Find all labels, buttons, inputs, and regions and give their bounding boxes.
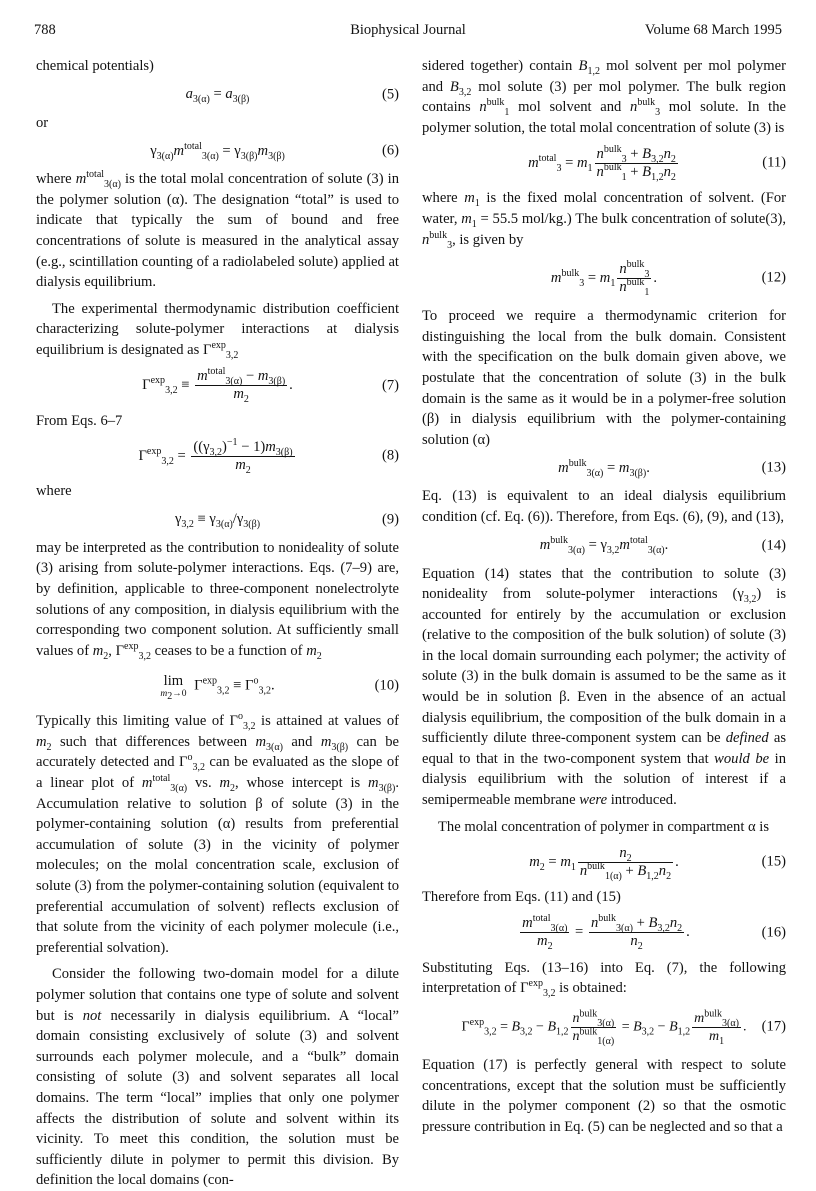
equation-15: $m_2 = m_1$ $\frac{n_2}{n^{bulk}_{1(\alpha)} + B_{1,2}n_2}$ . (15) <box>529 844 786 882</box>
paragraph: Substituting Eqs. (13–16) into Eq. (7), the following interpretation of $\Gamma^{exp}_{3,2}$ is obtained: <box>422 959 786 1000</box>
equation-5: $a_{3(\alpha)} = a_{3(\beta)}$ (5) <box>185 86 399 106</box>
equation-17: $\Gamma^{exp}_{3,2} = B_{3,2} - B_{1,2}$ $\frac{n^{bulk}_{3(\alpha)}}{n^{bulk}_{1(\alpha)}}$ = $B_{3,2} - B_{1,2}$ $\frac{m^{bulk}_{3(\alpha)}}{m_1}$ . (17) <box>461 1007 786 1047</box>
equation-10: lim $m_2\to 0$ $\Gamma^{exp}_{3,2} \equiv \Gamma^o_{3,2}$. (10) <box>160 673 399 703</box>
equation-number: (9) <box>381 511 399 528</box>
equation-13: $m^{bulk}_{3(\alpha)} = m_{3(\beta)}$. (13) <box>558 458 786 479</box>
running-header <box>34 22 782 42</box>
equation-12: $m^{bulk}_3 = m_1$ $\frac{n^{bulk}_3}{n^{bulk}_1}$ . (12) <box>550 258 786 298</box>
equation-number: (17) <box>761 1018 786 1035</box>
equation-number: (10) <box>374 677 399 694</box>
equation-number: (8) <box>381 447 399 464</box>
left-column <box>36 56 399 1191</box>
equation-16: $\frac{m^{total}_{3(\alpha)}}{m_2}$ = $\frac{n^{bulk}_{3(\alpha)} + B_{3,2}n_2}{n_2}$ . (16) <box>522 913 786 953</box>
paragraph: where $m_1$ is the fixed molal concentration of solvent. (For water, $m_1 = 55.5$ mol/kg.) The bulk concentration of solute(3), $n^{bulk}_3$, is given by <box>422 190 786 251</box>
paragraph: or <box>36 114 49 131</box>
equation-number: (14) <box>761 537 786 554</box>
equation-7: $\Gamma^{exp}_{3,2}$ ≡ $\frac{m^{total}_{3(\alpha)} - m_{3(\beta)}}{m_2}$ . (7) <box>142 366 399 405</box>
paragraph: Equation (14) states that the contribution to solute (3) nonideality from solute-polymer interactions $(\gamma_{3,2})$ is accounted for entirely by the accumulation or exclusion (relative to the composition of the bulk solution) of solute (3) in the local domain surrounding each polymer; the activity of solute (3) in the bulk domain is assumed to be the same as it would be in solution β. Even in the absence of an actual dialysis equilibrium, the composition of the bulk domain in a sufficiently dilute three-component system can be defined as equal to that in the two-component system that would be in dialysis equilibrium with the solution of interest if a semipermeable membrane were introduced. <box>422 565 787 809</box>
page-number: 788 <box>34 22 56 38</box>
paragraph: Therefore from Eqs. (11) and (15) <box>422 889 621 906</box>
paragraph: Typically this limiting value of $\Gamma^o_{3,2}$ is attained at values of $m_2$ such that differences between $m_{3(\alpha)}$ and $m_{3(\beta)}$ can be accurately detected and $\Gamma^o_{3,2}$ can be evaluated as the slope of a linear plot of $m^{total}_{3(\alpha)}$ vs. $m_2$, whose intercept is $m_{3(\beta)}$. Accumulation relative to solution β of solute (3) in the polymer-containing solution (α) results from preferential accumulation of solute (3) in the vicinity of polymer molecules; on the molal concentration scale, exclusion of solute (3) from the polymer-containing solution (equivalent to preferential accumulation of solvent) reflects exclusion of that solute from the vicinity of each polymer molecule (i.e., preferential solvation). <box>36 711 399 956</box>
paragraph: chemical potentials) <box>36 58 154 74</box>
equation-number: (12) <box>761 269 786 286</box>
paragraph: sidered together) contain $B_{1,2}$ mol solvent per mol polymer and $B_{3,2}$ mol solute (3) per mol polymer. The bulk region contains $n^{bulk}_1$ mol solvent and $n^{bulk}_3$ mol solute. In the polymer solution, the total molal concentration of solute (3) is <box>422 58 786 136</box>
equation-number: (5) <box>381 86 399 103</box>
paragraph: From Eqs. 6–7 <box>36 412 123 429</box>
equation-6: $\gamma_{3(\alpha)}m^{total}_{3(\alpha)} = \gamma_{3(\beta)}m_{3(\beta)}$ (6) <box>150 141 399 162</box>
paragraph: Consider the following two-domain model for a dilute polymer solution that contains one type of solute and solvent but is not necessarily in dialysis equilibrium. A “local” domain consisting exclusively of solute (3) and solvent surrounds each polymer molecule, and a “bulk” domain consisting of solute (3) and solvent separates all local domains. The term “local” implies that only one polymer affects the distribution of solute and solvent within its vicinity. To meet this condition, the solution must be sufficiently dilute in polymer to permit this division. By definition the local domains (con- <box>36 966 399 1189</box>
paragraph: Equation (17) is perfectly general with respect to solute concentrations, except that the solution must be sufficiently dilute in the polymer component (2) so that the osmotic pressure contribution in Eq. (5) can be neglected and so that a <box>422 1057 786 1135</box>
equation-8: $\Gamma^{exp}_{3,2}$ = $\frac{((\gamma_{3,2})^{-1} - 1)m_{3(\beta)}}{m_2}$ (8) <box>138 436 399 476</box>
equation-11: $m^{total}_3 = m_1$ $\frac{n^{bulk}_3 + B_{3,2}n_2}{n^{bulk}_1 + B_{1,2}n_2}$ (11) <box>528 144 786 183</box>
equation-number: (11) <box>762 155 786 172</box>
equation-14: $m^{bulk}_{3(\alpha)} = \gamma_{3,2}m^{total}_{3(\alpha)}$. (14) <box>539 535 786 557</box>
paragraph: The experimental thermodynamic distribution coefficient characterizing solute-polymer interactions at dialysis equilibrium is designated as $\Gamma^{exp}_{3,2}$ <box>36 300 399 361</box>
right-column <box>422 56 786 1137</box>
paragraph: Eq. (13) is equivalent to an ideal dialysis equilibrium condition (cf. Eq. (6)). Therefore, from Eqs. (6), (9), and (13), <box>422 488 786 525</box>
paragraph: where $m^{total}_{3(\alpha)}$ is the total molal concentration of solute (3) in the polymer solution (α). The designation “total” is used to indicate that typically the sum of bound and free concentrations of solute is measured in the analytical assay (e.g., scintillation counting of a radiolabeled solute) applied at dialysis equilibrium. <box>36 169 399 291</box>
paragraph: To proceed we require a thermodynamic criterion for distinguishing the local from the bulk domain. Consistent with the specification on the bulk domain given above, we postulate that the concentration of solute (3) in the bulk domain is the same as it would be in a polymer-free solution (β) in dialysis equilibrium with the polymer-containing solution (α) <box>422 308 786 448</box>
equation-number: (6) <box>381 142 399 159</box>
equation-number: (7) <box>381 377 399 394</box>
paragraph: may be interpreted as the contribution to nonideality of solute (3) arising from solute-polymer interactions. Eqs. (7–9) are, by definition, applicable to three-component nonelectrolyte solutions of any composition, in dialysis equilibrium with the corresponding two component solution. At sufficiently small values of $m_2$, $\Gamma^{exp}_{3,2}$ ceases to be a function of $m_2$ <box>36 539 399 662</box>
volume-info: Volume 68 March 1995 <box>644 22 782 38</box>
equation-number: (15) <box>761 853 786 870</box>
paragraph: where <box>36 483 72 500</box>
journal-title: Biophysical Journal <box>350 22 466 38</box>
paragraph: The molal concentration of polymer in compartment α is <box>438 818 770 835</box>
equation-9: $\gamma_{3,2} \equiv \gamma_{3(\alpha)}/\gamma_{3(\beta)}$ (9) <box>174 511 399 531</box>
equation-number: (16) <box>761 924 786 941</box>
equation-number: (13) <box>761 460 786 477</box>
